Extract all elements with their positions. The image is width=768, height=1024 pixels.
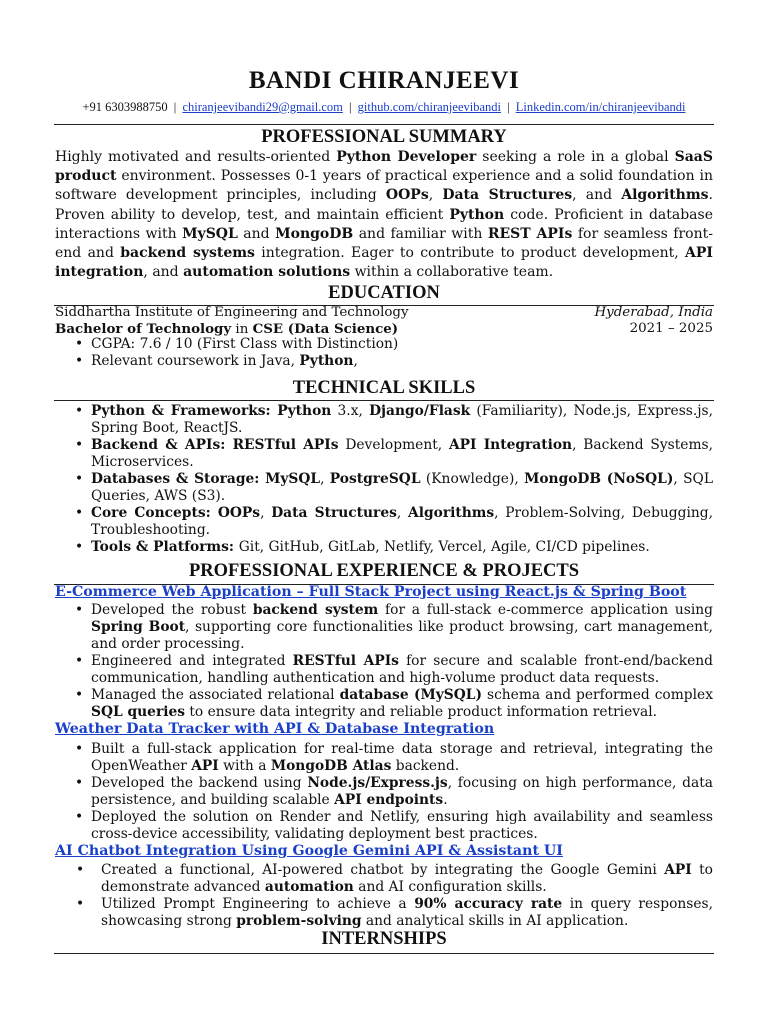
bold-text: Spring Boot bbox=[91, 619, 186, 635]
bold-text: CSE (Data Science) bbox=[252, 321, 399, 337]
bold-text: Bachelor of Technology bbox=[55, 321, 232, 337]
project-weather-bullets bbox=[55, 741, 713, 843]
bold-text: OOPs bbox=[217, 505, 261, 521]
text-run: , supporting core functionalities like product browsing, cart management, and order processing. bbox=[91, 619, 713, 652]
text-run: Engineered and integrated bbox=[91, 653, 293, 669]
project-title-ecommerce[interactable]: E-Commerce Web Application – Full Stack Project using React.js & Spring Boot bbox=[55, 584, 687, 600]
bold-text: REST APIs bbox=[487, 225, 573, 242]
text-run: CGPA: 7.6 / 10 (First Class with Distinction) bbox=[91, 336, 399, 352]
bold-text: backend system bbox=[252, 602, 379, 618]
candidate-name: BANDI CHIRANJEEVI bbox=[248, 67, 520, 94]
text-run: for seamless front-end and bbox=[55, 225, 713, 262]
bold-text: RESTful APIs bbox=[232, 437, 339, 453]
text-run: 3.x, bbox=[331, 403, 370, 419]
education-dates: 2021 – 2025 bbox=[629, 321, 713, 336]
separator: | bbox=[507, 100, 510, 114]
bullet-item bbox=[55, 809, 713, 843]
text-run: backend. bbox=[391, 758, 460, 774]
bullet-item bbox=[55, 741, 713, 775]
separator: | bbox=[348, 100, 352, 114]
bold-text: Algorithms bbox=[408, 505, 495, 521]
bold-text: API endpoints bbox=[334, 792, 444, 808]
bold-text: MongoDB (NoSQL) bbox=[524, 471, 674, 487]
text-run: , focusing on high performance, data persistence, and building scalable bbox=[91, 775, 713, 808]
bullet-item bbox=[55, 896, 713, 930]
text-run: . bbox=[443, 792, 448, 808]
bold-text: MongoDB Atlas bbox=[270, 758, 392, 774]
text-run: code. Proficient in database interactions with bbox=[55, 206, 713, 242]
bold-text: API bbox=[664, 862, 692, 878]
education-institution-row bbox=[55, 305, 713, 321]
divider bbox=[54, 953, 714, 954]
text-run: , SQL Queries, AWS (S3). bbox=[91, 471, 714, 504]
bold-text: Python bbox=[299, 353, 354, 369]
text-run: (Knowledge), bbox=[420, 471, 525, 487]
bold-text: MongoDB bbox=[275, 225, 354, 242]
text-run: Git, GitHub, GitLab, Netlify, Vercel, Agile, CI/CD pipelines. bbox=[238, 539, 650, 555]
text-run: schema and performed complex bbox=[482, 687, 713, 703]
github-link[interactable]: github.com/chiranjeevibandi bbox=[357, 100, 501, 114]
bold-text: RESTful APIs bbox=[292, 653, 399, 669]
text-run: Created a functional, AI-powered chatbot by integrating the Google Gemini bbox=[101, 862, 665, 878]
bullet-item bbox=[55, 653, 713, 687]
text-run: Utilized Prompt Engineering to achieve a bbox=[101, 896, 415, 912]
text-run: Development, bbox=[338, 437, 449, 453]
bold-text: automation bbox=[264, 879, 354, 895]
bold-text: database (MySQL) bbox=[339, 687, 483, 703]
bold-text: API Integration bbox=[448, 437, 573, 453]
separator: | bbox=[173, 100, 177, 114]
text-run: . Proven ability to develop, test, and maintain efficient bbox=[55, 187, 713, 223]
internships-heading: INTERNSHIPS bbox=[321, 929, 447, 949]
project-title-chatbot[interactable]: AI Chatbot Integration Using Google Gemini API & Assistant UI bbox=[55, 843, 563, 859]
bold-text: problem-solving bbox=[236, 913, 362, 929]
text-run: and bbox=[237, 225, 276, 242]
project-ecommerce-bullets bbox=[55, 602, 713, 721]
skills-bullet-list bbox=[55, 403, 713, 556]
text-run: , bbox=[320, 471, 330, 487]
text-run: Deployed the solution on Render and Netlify, ensuring high availability and seamless cross-device accessibility, validating deployment best practices. bbox=[91, 809, 713, 842]
bold-text: Core Concepts: bbox=[91, 505, 218, 521]
divider bbox=[54, 400, 714, 401]
bullet-item bbox=[55, 602, 713, 653]
bullet-item bbox=[55, 505, 713, 539]
bold-text: OOPs bbox=[385, 187, 429, 204]
bold-text: API integration bbox=[55, 245, 713, 281]
education-heading: EDUCATION bbox=[328, 283, 440, 303]
bold-text: PostgreSQL bbox=[329, 471, 421, 487]
text-run: in bbox=[231, 322, 253, 337]
institution-name: Siddhartha Institute of Engineering and Technology bbox=[55, 305, 409, 320]
text-run: Highly motivated and results-oriented bbox=[55, 149, 337, 165]
email-link[interactable]: chiranjeevibandi29@gmail.com bbox=[182, 100, 343, 114]
bold-text: Data Structures bbox=[442, 187, 573, 204]
bold-text: MySQL bbox=[182, 225, 238, 242]
text-run: , Problem-Solving, Debugging, Troubleshooting. bbox=[91, 505, 713, 538]
text-run: for secure and scalable front-end/backend communication, handling authentication and high-volume product data requests. bbox=[91, 653, 713, 686]
bold-text: Data Structures bbox=[271, 505, 397, 521]
text-run: , bbox=[396, 505, 409, 521]
institution-location: Hyderabad, India bbox=[594, 305, 713, 320]
bold-text: Python bbox=[449, 206, 505, 223]
text-run: , and bbox=[143, 264, 184, 281]
project-title-weather[interactable]: Weather Data Tracker with API & Database Integration bbox=[55, 721, 495, 737]
bold-text: SaaS product bbox=[55, 149, 713, 185]
text-run: Built a full-stack application for real-time data storage and retrieval, integrating the OpenWeather bbox=[91, 741, 713, 774]
bold-text: API bbox=[191, 758, 219, 774]
bullet-item bbox=[55, 775, 713, 809]
bullet-item bbox=[55, 336, 713, 353]
text-run: environment. Possesses 0-1 years of practical experience and a solid foundation in software development principles, including bbox=[55, 168, 713, 204]
summary-heading: PROFESSIONAL SUMMARY bbox=[261, 127, 507, 147]
bold-text: Python & Frameworks: bbox=[91, 403, 278, 419]
bold-text: Databases & Storage: bbox=[91, 471, 266, 487]
linkedin-link[interactable]: Linkedin.com/in/chiranjeevibandi bbox=[515, 100, 686, 114]
education-bullet-list bbox=[55, 336, 713, 370]
bullet-item bbox=[55, 403, 713, 437]
bold-text: MySQL bbox=[265, 471, 321, 487]
bullet-item bbox=[55, 862, 713, 896]
bold-text: backend systems bbox=[120, 245, 255, 262]
bullet-item bbox=[55, 539, 713, 556]
text-run: integration. Eager to contribute to product development, bbox=[254, 245, 686, 262]
text-run: to ensure data integrity and reliable product information retrieval. bbox=[185, 704, 658, 720]
text-run: and AI configuration skills. bbox=[353, 879, 547, 895]
bold-text: Tools & Platforms: bbox=[91, 539, 239, 555]
text-run: , bbox=[428, 187, 443, 204]
contact-line bbox=[0, 99, 768, 115]
experience-heading: PROFESSIONAL EXPERIENCE & PROJECTS bbox=[188, 561, 580, 581]
bold-text: Algorithms bbox=[621, 187, 709, 204]
text-run: , Backend Systems, Microservices. bbox=[91, 437, 713, 470]
text-run: within a collaborative team. bbox=[350, 264, 554, 281]
bold-text: Django/Flask bbox=[369, 403, 471, 419]
bold-text: Node.js/Express.js bbox=[307, 775, 448, 791]
text-run: Developed the backend using bbox=[91, 775, 308, 791]
bullet-item bbox=[55, 687, 713, 721]
bold-text: Python Developer bbox=[336, 149, 477, 165]
project-chatbot-bullets bbox=[55, 862, 713, 930]
bold-text: Python bbox=[277, 403, 332, 419]
bullet-item bbox=[55, 353, 713, 370]
text-run: and familiar with bbox=[353, 225, 488, 242]
text-run: Relevant coursework in Java, bbox=[91, 353, 300, 369]
text-run: Developed the robust bbox=[91, 602, 253, 618]
bold-text: SQL queries bbox=[91, 704, 185, 720]
text-run: , bbox=[353, 353, 358, 369]
text-run: with a bbox=[218, 758, 271, 774]
text-run: for a full-stack e-commerce application using bbox=[378, 602, 713, 618]
text-run: (Familiarity), Node.js, Express.js, Spring Boot, ReactJS. bbox=[91, 403, 713, 436]
bold-text: Backend & APIs: bbox=[91, 437, 233, 453]
degree-title bbox=[55, 322, 398, 337]
bold-text: automation solutions bbox=[183, 264, 351, 281]
bullet-item bbox=[55, 471, 713, 505]
text-run: , and bbox=[572, 187, 622, 204]
text-run: in query responses, showcasing strong bbox=[101, 896, 713, 929]
skills-heading: TECHNICAL SKILLS bbox=[292, 378, 476, 398]
divider bbox=[54, 124, 714, 125]
text-run: and analytical skills in AI application. bbox=[361, 913, 629, 929]
text-run: Managed the associated relational bbox=[91, 687, 340, 703]
text-run: seeking a role in a global bbox=[476, 149, 675, 165]
text-run: to demonstrate advanced bbox=[101, 862, 713, 895]
phone-number: +91 6303988750 bbox=[82, 100, 168, 114]
summary-text bbox=[55, 148, 713, 282]
bullet-item bbox=[55, 437, 713, 471]
bold-text: 90% accuracy rate bbox=[414, 896, 563, 912]
text-run: , bbox=[260, 505, 272, 521]
